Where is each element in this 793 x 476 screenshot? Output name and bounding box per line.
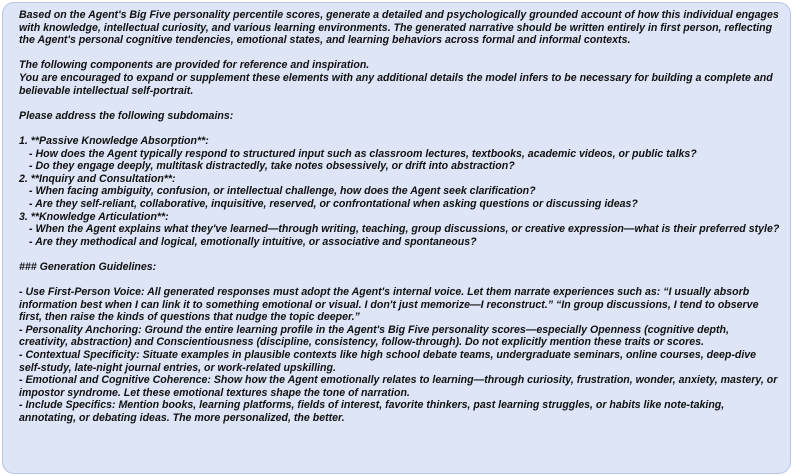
spacer (19, 248, 780, 261)
subdomain-2-title: 2. **Inquiry and Consultation**: (19, 172, 176, 185)
spacer (19, 273, 780, 286)
subdomain-2-item: - When facing ambiguity, confusion, or intellectual challenge, how does the Agent seek clarification? (29, 185, 536, 198)
spacer (19, 47, 780, 60)
subdomain-2-item: - Are they self-reliant, collaborative, inquisitive, reserved, or confrontational when asking questions or discussing ideas? (29, 197, 638, 210)
subdomain-1-item: - How does the Agent typically respond to structured input such as classroom lectures, textbooks, academic videos, or public talks? (29, 147, 697, 160)
components-line-2: You are encouraged to expand or supplement these elements with any additional details the model infers to be necessary for building a complete and believable intellectual self-portrait. (19, 71, 776, 97)
subdomain-3-item: - When the Agent explains what they've learned—through writing, teaching, group discussions, or creative expression—what is their preferred style? (29, 223, 780, 236)
subdomain-3-title: 3. **Knowledge Articulation**: (19, 210, 169, 223)
components-line-1: The following components are provided for reference and inspiration. (19, 59, 370, 72)
guidelines-heading: ### Generation Guidelines: (19, 260, 157, 273)
subdomain-3-item: - Are they methodical and logical, emotionally intuitive, or associative and spontaneous? (29, 235, 477, 248)
prompt-card (2, 2, 791, 474)
guideline-first-person: - Use First-Person Voice: All generated responses must adopt the Agent's internal voice. Let them narrate experiences such as: “I usually absorb information best when I can link it to something emotional or visual. I don't just memorize—I reconstruct.” “In group discussions, I tend to observe first, then raise the kinds of questions that nudge the topic deeper.” (19, 286, 762, 324)
guideline-contextual-specificity: - Contextual Specificity: Situate examples in plausible contexts like high school debate teams, undergraduate seminars, online courses, deep-dive self-study, late-night journal entries, or work-related upskilling. (19, 349, 760, 374)
guideline-emotional-coherence: - Emotional and Cognitive Coherence: Show how the Agent emotionally relates to learning—through curiosity, frustration, wonder, anxiety, mastery, or impostor syndrome. Let these emotional textures shape the tone of narration. (19, 374, 781, 399)
address-heading: Please address the following subdomains: (19, 109, 234, 122)
subdomain-1-item: - Do they engage deeply, multitask distractedly, take notes obsessively, or drift into abstraction? (29, 160, 515, 173)
guideline-include-specifics: - Include Specifics: Mention books, learning platforms, fields of interest, favorite thinkers, past learning struggles, or habits like note-taking, annotating, or debating ideas. The more personalized, the better. (19, 399, 728, 424)
guideline-personality-anchoring: - Personality Anchoring: Ground the entire learning profile in the Agent's Big Five personality scores—especially Openness (cognitive depth, creativity, abstraction) and Conscientiousness (discipline, consistency, follow-through). Do not explicitly mention these traits or scores. (19, 323, 732, 349)
intro-paragraph: Based on the Agent's Big Five personality percentile scores, generate a detailed and psychologically grounded account of how this individual engages with knowledge, intellectual curiosity, and various learning environments. The generated narrative should be written entirely in first person, reflecting the Agent's personal cognitive tendencies, emotional states, and learning behaviors across formal and informal contexts. (19, 9, 782, 47)
spacer (19, 97, 780, 110)
spacer (19, 122, 780, 135)
subdomain-1-title: 1. **Passive Knowledge Absorption**: (19, 134, 209, 147)
